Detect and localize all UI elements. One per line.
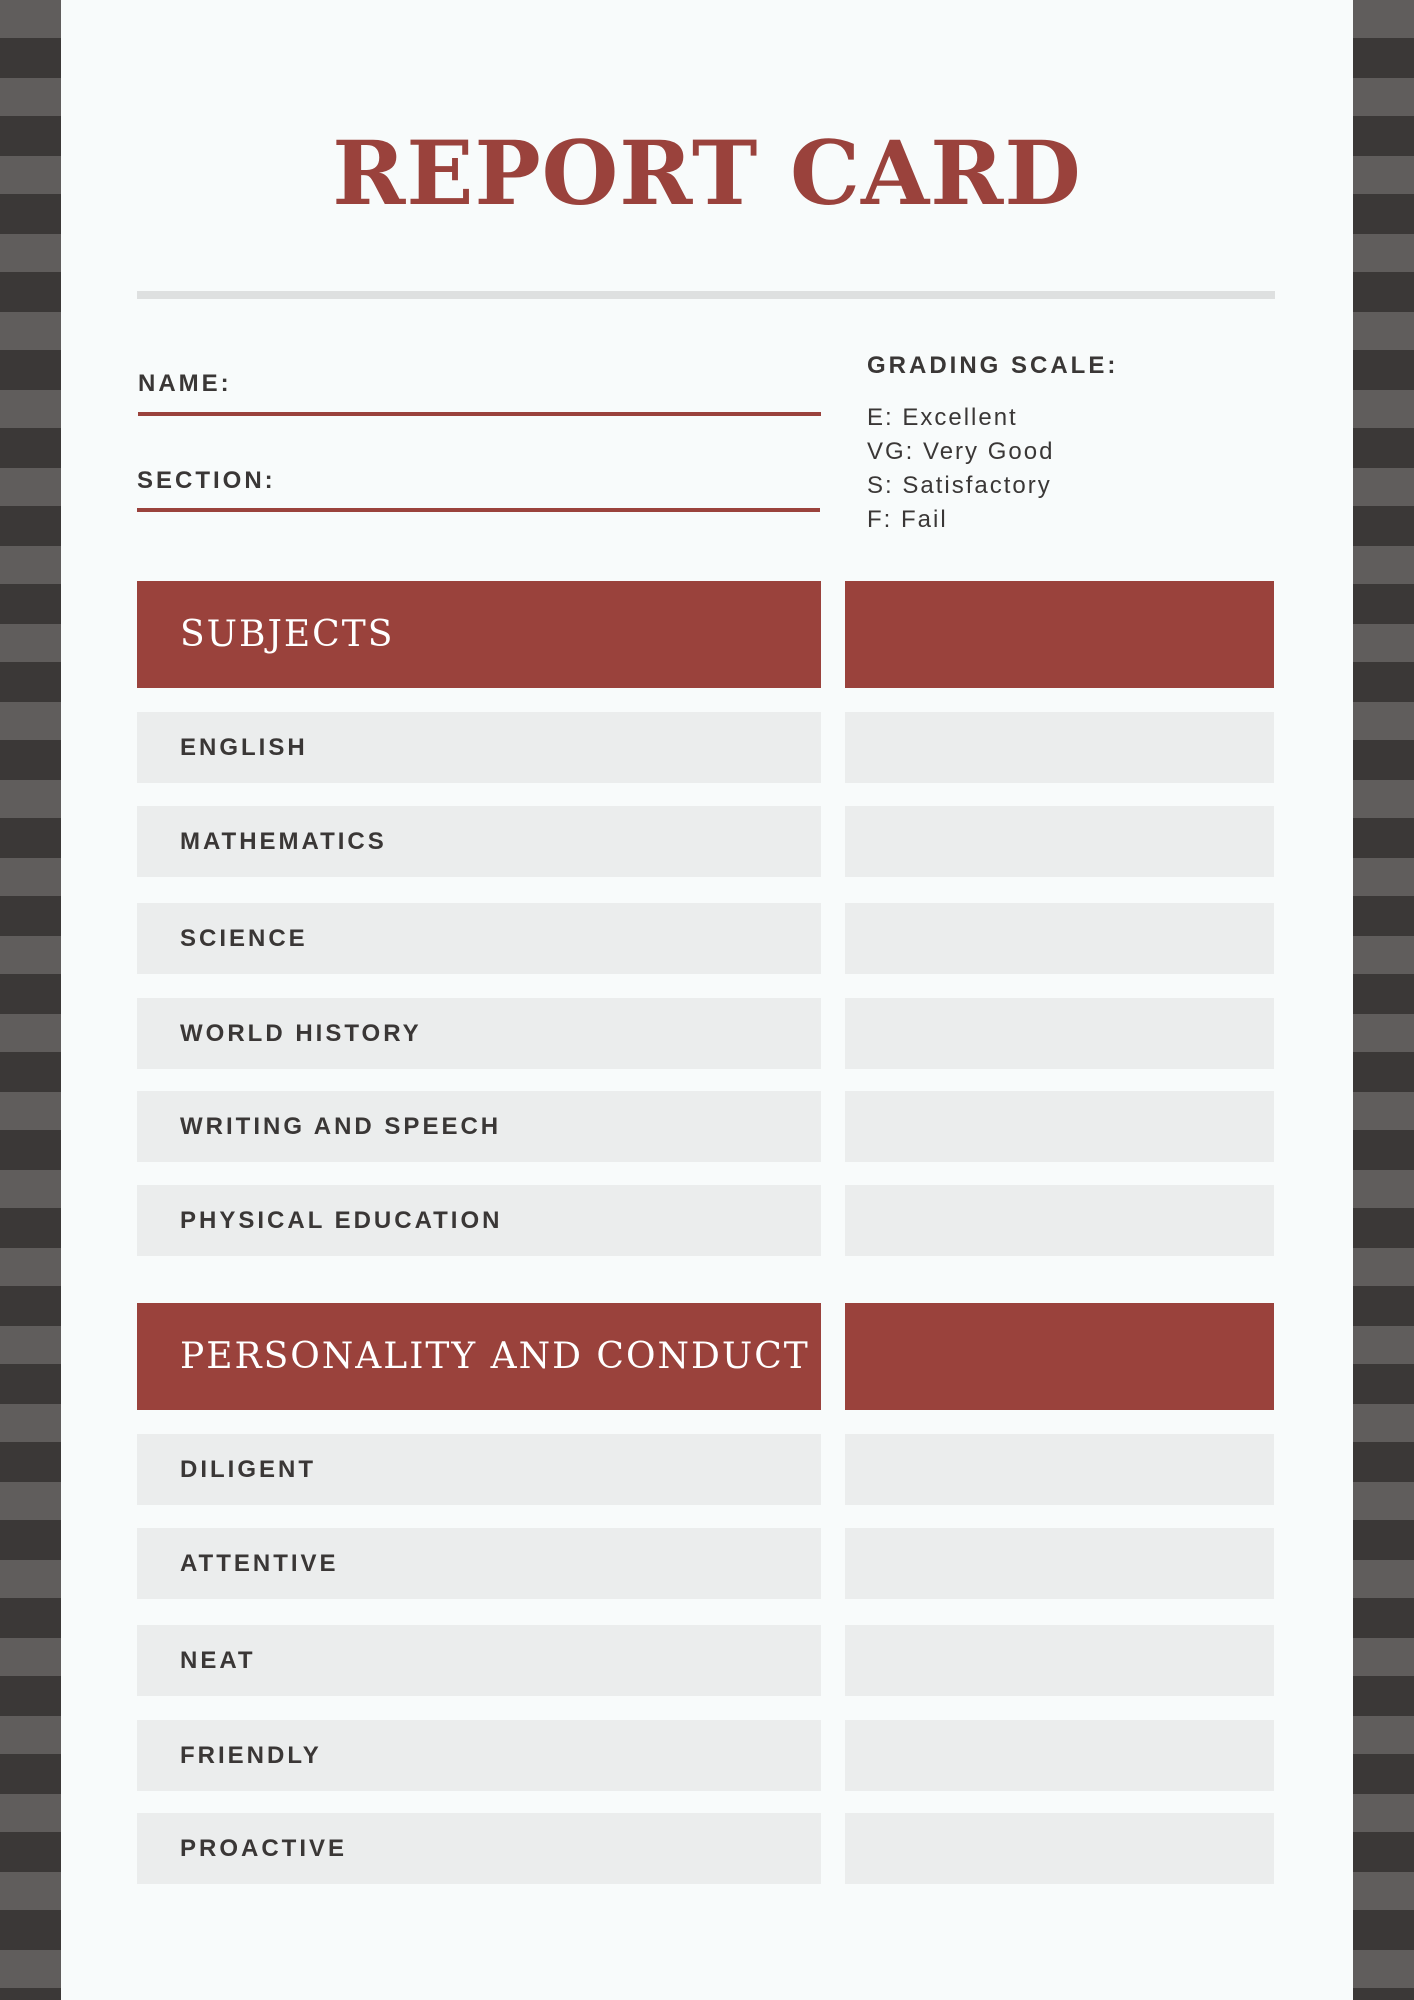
name-label: NAME:	[138, 370, 232, 397]
grading-scale-item: VG: Very Good	[867, 438, 1055, 465]
subject-grade-mathematics[interactable]	[845, 806, 1274, 877]
subject-grade-english[interactable]	[845, 712, 1274, 783]
subject-row-writing-and-speech	[137, 1091, 821, 1162]
grading-scale-title: GRADING SCALE:	[867, 352, 1119, 379]
subjects-header-label: SUBJECTS	[180, 614, 395, 655]
conduct-header	[137, 1303, 821, 1410]
subject-label: WORLD HISTORY	[180, 1020, 422, 1047]
conduct-header-label: PERSONALITY AND CONDUCT	[180, 1336, 810, 1377]
subject-row-mathematics	[137, 806, 821, 877]
section-label: SECTION:	[137, 467, 276, 494]
right-striped-border	[1353, 0, 1414, 2000]
conduct-grade-proactive[interactable]	[845, 1813, 1274, 1884]
subject-row-world-history	[137, 998, 821, 1069]
conduct-grade-friendly[interactable]	[845, 1720, 1274, 1791]
conduct-row-attentive	[137, 1528, 821, 1599]
conduct-label: FRIENDLY	[180, 1742, 322, 1769]
conduct-label: DILIGENT	[180, 1456, 316, 1483]
conduct-label: NEAT	[180, 1647, 256, 1674]
title-divider	[137, 291, 1275, 299]
subject-label: ENGLISH	[180, 734, 308, 761]
subjects-header	[137, 581, 821, 688]
subject-label: SCIENCE	[180, 925, 308, 952]
grading-scale-item: F: Fail	[867, 506, 948, 533]
conduct-row-diligent	[137, 1434, 821, 1505]
subject-label: MATHEMATICS	[180, 828, 387, 855]
subject-grade-physical-education[interactable]	[845, 1185, 1274, 1256]
conduct-label: PROACTIVE	[180, 1835, 348, 1862]
subjects-grade-header	[845, 581, 1274, 688]
subject-row-science	[137, 903, 821, 974]
conduct-label: ATTENTIVE	[180, 1550, 339, 1577]
name-field-line[interactable]	[138, 412, 821, 416]
subject-grade-world-history[interactable]	[845, 998, 1274, 1069]
conduct-grade-attentive[interactable]	[845, 1528, 1274, 1599]
subject-grade-writing-and-speech[interactable]	[845, 1091, 1274, 1162]
subject-label: WRITING AND SPEECH	[180, 1113, 502, 1140]
subject-row-physical-education	[137, 1185, 821, 1256]
conduct-row-friendly	[137, 1720, 821, 1791]
conduct-row-proactive	[137, 1813, 821, 1884]
conduct-row-neat	[137, 1625, 821, 1696]
conduct-grade-neat[interactable]	[845, 1625, 1274, 1696]
grading-scale-item: S: Satisfactory	[867, 472, 1052, 499]
conduct-grade-diligent[interactable]	[845, 1434, 1274, 1505]
subject-label: PHYSICAL EDUCATION	[180, 1207, 503, 1234]
grading-scale-item: E: Excellent	[867, 404, 1018, 431]
grading-scale-list	[867, 401, 1054, 537]
section-field-line[interactable]	[137, 508, 820, 512]
page-title: REPORT CARD	[332, 121, 1082, 225]
subject-row-english	[137, 712, 821, 783]
subject-grade-science[interactable]	[845, 903, 1274, 974]
report-card-sheet	[61, 0, 1353, 2000]
left-striped-border	[0, 0, 61, 2000]
conduct-grade-header	[845, 1303, 1274, 1410]
